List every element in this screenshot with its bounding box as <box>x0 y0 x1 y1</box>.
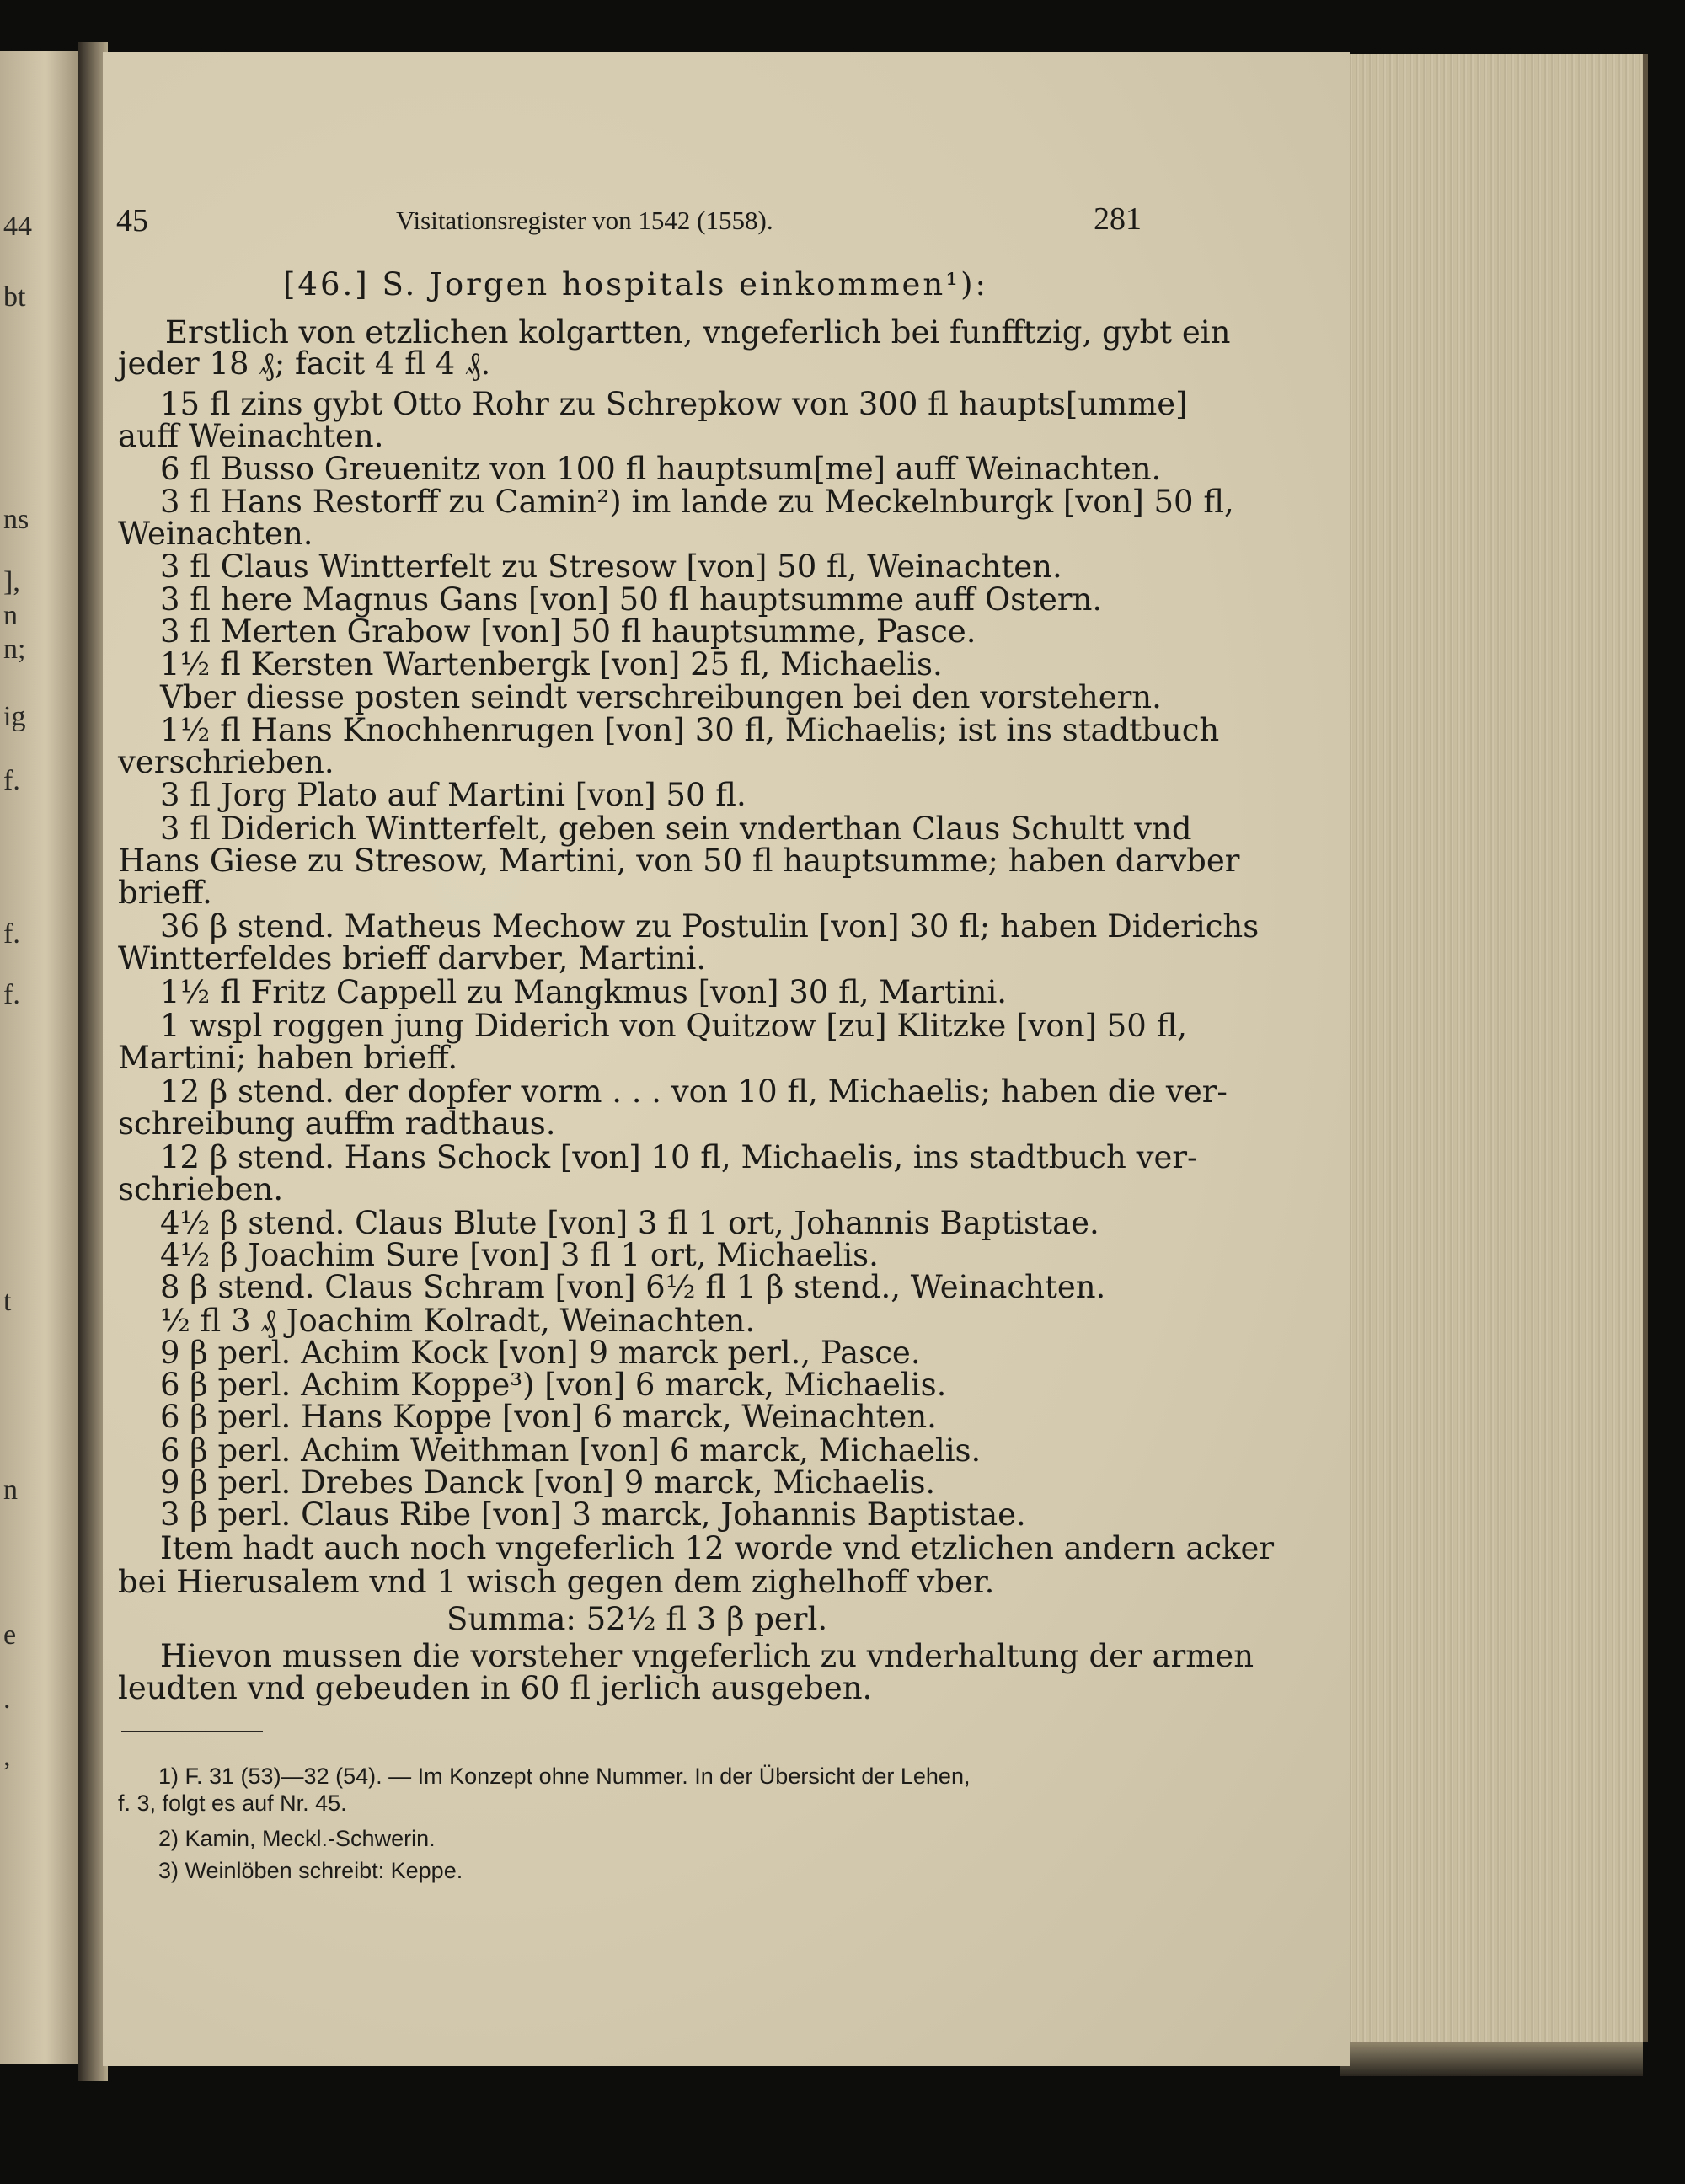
text-line: 6 β perl. Hans Koppe [von] 6 marck, Weinachten. <box>160 1399 937 1435</box>
left-margin-number: 45 <box>116 203 148 238</box>
section-title: [46.] S. Jorgen hospitals einkommen¹): <box>283 266 988 302</box>
left-fragment: ig <box>3 701 26 732</box>
left-fragment: bt <box>3 281 26 313</box>
text-line: Wintterfeldes brieff darvber, Martini. <box>118 940 707 977</box>
text-line: 1½ fl Hans Knochhenrugen [von] 30 fl, Michaelis; ist ins stadtbuch <box>160 712 1220 748</box>
page-text <box>103 52 1350 2066</box>
text-line: Erstlich von etzlichen kolgartten, vngeferlich bei funfftzig, gybt ein <box>165 314 1231 351</box>
text-line: 3 fl Claus Wintterfelt zu Stresow [von] 50 fl, Weinachten. <box>160 549 1062 585</box>
text-line: 8 β stend. Claus Schram [von] 6½ fl 1 β stend., Weinachten. <box>160 1269 1106 1305</box>
left-fragment: e <box>3 1619 17 1651</box>
text-line: schrieben. <box>118 1171 284 1207</box>
text-line: Hans Giese zu Stresow, Martini, von 50 fl hauptsumme; haben darvber <box>118 843 1240 879</box>
text-line: 6 β perl. Achim Weithman [von] 6 marck, Michaelis. <box>160 1432 982 1469</box>
left-fragment: n; <box>3 634 26 665</box>
left-fragment: 44 <box>3 211 32 242</box>
text-line: 9 β perl. Drebes Danck [von] 9 marck, Michaelis. <box>160 1464 936 1501</box>
left-fragment: ns <box>3 504 29 535</box>
left-fragment: f. <box>3 765 20 796</box>
text-line: 3 fl here Magnus Gans [von] 50 fl hauptsumme auff Ostern. <box>160 581 1103 618</box>
text-line: Vber diesse posten seindt verschreibungen bei den vorstehern. <box>160 679 1162 715</box>
text-line: Martini; haben brieff. <box>118 1040 458 1076</box>
text-line: ½ fl 3 ₰ Joachim Kolradt, Weinachten. <box>160 1303 756 1339</box>
text-line: 4½ β Joachim Sure [von] 3 fl 1 ort, Michaelis. <box>160 1237 879 1273</box>
text-line: 12 β stend. der dopfer vorm . . . von 10 fl, Michaelis; haben die ver- <box>160 1073 1228 1110</box>
text-line: verschrieben. <box>118 744 334 780</box>
running-title: Visitationsregister von 1542 (1558). <box>396 206 773 235</box>
left-fragment: , <box>3 1741 11 1772</box>
text-line: 3 β perl. Claus Ribe [von] 3 marck, Johannis Baptistae. <box>160 1496 1026 1533</box>
left-fragment: n <box>3 600 18 631</box>
text-line: 36 β stend. Matheus Mechow zu Postulin [von] 30 fl; haben Diderichs <box>160 908 1260 945</box>
text-line: 4½ β stend. Claus Blute [von] 3 fl 1 ort, Johannis Baptistae. <box>160 1205 1099 1241</box>
summa-line: Summa: 52½ fl 3 β perl. <box>447 1601 828 1637</box>
text-line: 1½ fl Fritz Cappell zu Mangkmus [von] 30 fl, Martini. <box>160 974 1008 1010</box>
footnote-rule <box>121 1731 263 1732</box>
text-line: 3 fl Diderich Wintterfelt, geben sein vnderthan Claus Schultt vnd <box>160 811 1192 847</box>
text-line: 1 wspl roggen jung Diderich von Quitzow [zu] Klitzke [von] 50 fl, <box>160 1008 1188 1044</box>
text-line: 6 fl Busso Greuenitz von 100 fl hauptsum[me] auff Weinachten. <box>160 451 1162 487</box>
footnote: 1) F. 31 (53)—32 (54). — Im Konzept ohne Nummer. In der Übersicht der Lehen, <box>158 1764 971 1789</box>
left-fragment: ], <box>3 566 20 597</box>
text-line: Hievon mussen die vorsteher vngeferlich zu vnderhaltung der armen <box>160 1638 1254 1674</box>
left-fragment: f. <box>3 979 20 1010</box>
text-line: 9 β perl. Achim Kock [von] 9 marck perl., Pasce. <box>160 1335 921 1371</box>
footnote: 3) Weinlöben schreibt: Keppe. <box>158 1858 463 1883</box>
book-page <box>103 52 1350 2066</box>
text-line: Item hadt auch noch vngeferlich 12 worde vnd etzlichen andern acker <box>160 1530 1275 1566</box>
page-number: 281 <box>1094 201 1142 237</box>
left-fragment: n <box>3 1475 18 1506</box>
text-line: brieff. <box>118 875 212 911</box>
text-line: Weinachten. <box>118 516 313 552</box>
text-line: 6 β perl. Achim Koppe³) [von] 6 marck, Michaelis. <box>160 1367 947 1403</box>
left-page-edge <box>0 51 83 2064</box>
text-line: 3 fl Hans Restorff zu Camin²) im lande zu Meckelnburgk [von] 50 fl, <box>160 484 1234 520</box>
text-line: 12 β stend. Hans Schock [von] 10 fl, Michaelis, ins stadtbuch ver- <box>160 1139 1198 1175</box>
left-fragment: . <box>3 1684 11 1715</box>
footnote: f. 3, folgt es auf Nr. 45. <box>118 1791 347 1816</box>
text-line: auff Weinachten. <box>118 418 384 454</box>
text-line: 15 fl zins gybt Otto Rohr zu Schrepkow von 300 fl haupts[umme] <box>160 386 1188 422</box>
text-line: bei Hierusalem vnd 1 wisch gegen dem zighelhoff vber. <box>118 1564 995 1600</box>
text-line: leudten vnd gebeuden in 60 fl jerlich ausgeben. <box>118 1670 873 1706</box>
page-block-edges <box>1340 54 1648 2042</box>
left-fragment: f. <box>3 918 20 950</box>
text-line: 3 fl Merten Grabow [von] 50 fl hauptsumme, Pasce. <box>160 613 976 650</box>
text-line: 3 fl Jorg Plato auf Martini [von] 50 fl. <box>160 777 746 813</box>
footnote: 2) Kamin, Meckl.-Schwerin. <box>158 1826 436 1851</box>
text-line: schreibung auffm radthaus. <box>118 1105 556 1142</box>
left-fragment: t <box>3 1286 12 1317</box>
text-line: 1½ fl Kersten Wartenbergk [von] 25 fl, Michaelis. <box>160 646 943 682</box>
text-line: jeder 18 ₰; facit 4 fl 4 ₰. <box>118 345 491 382</box>
